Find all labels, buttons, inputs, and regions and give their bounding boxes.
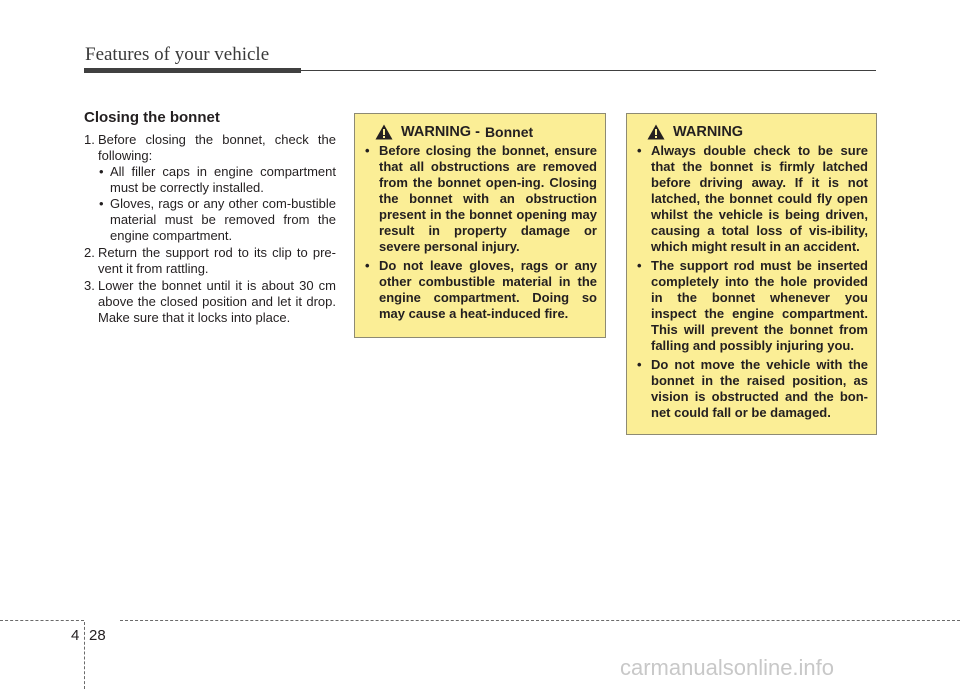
section-heading: Closing the bonnet [84, 109, 220, 126]
warning-box-bonnet [354, 113, 606, 338]
warning-box-general [626, 113, 877, 435]
page-header-title: Features of your vehicle [85, 44, 270, 65]
step-text: Before closing the bonnet, check the following: [98, 132, 336, 163]
footer-rule-left [0, 620, 84, 621]
warning-label: WARNING [673, 124, 744, 140]
footer-rule-right [120, 620, 960, 621]
warning-item-text: Always double check to be sure that the bonnet is firmly latched before driving away. If it is not latched, the bonnet could fly open whilst the vehicle is being driven, causing a total loss of vis-ibility, which might result in an accident. [651, 143, 868, 254]
step-number: 2. [84, 245, 95, 260]
sub-item [98, 196, 336, 244]
step-number: 1. [84, 132, 95, 147]
warning-item [365, 143, 597, 255]
page-number: 28 [89, 627, 106, 644]
warning-item [637, 143, 868, 255]
warning-item-text: Do not move the vehicle with the bonnet in the raised position, as vision is obstructed and the bon-net could fall or be damaged. [651, 357, 868, 420]
warning-item-text: Do not leave gloves, rags or any other combustible material in the engine compartment. Doing so may cause a heat-induced fire. [379, 258, 597, 321]
step-text: Return the support rod to its clip to pre-vent it from rattling. [98, 245, 336, 276]
chapter-number: 4 [71, 627, 80, 644]
step-item [84, 245, 336, 277]
watermark: carmanualsonline.info [620, 655, 835, 680]
footer-divider [84, 622, 85, 689]
sub-list [98, 164, 336, 244]
sub-item-text: Gloves, rags or any other com-bustible material must be removed from the engine compartment. [110, 196, 336, 243]
warning-list [637, 143, 868, 421]
step-text: Lower the bonnet until it is about 30 cm above the closed position and let it drop. Make sure that it locks into place. [98, 278, 336, 325]
warning-item [637, 357, 868, 421]
warning-item-text: Before closing the bonnet, ensure that all obstructions are removed from the bonnet open-ing. Closing the bonnet with an obstruction present in the bonnet opening may result in property damage or severe personal injury. [379, 143, 597, 254]
steps-list [84, 132, 336, 326]
warning-title [637, 124, 868, 140]
warning-triangle-icon [647, 124, 665, 140]
step-item [84, 132, 336, 244]
warning-item-text: The support rod must be inserted completely into the hole provided in the bonnet whenever you inspect the engine compartment. This will prevent the bonnet from falling and possibly injuring you. [651, 258, 868, 353]
header-rule-thin [301, 70, 876, 71]
sub-item-text: All filler caps in engine compartment must be correctly installed. [110, 164, 336, 195]
warning-triangle-icon [375, 124, 393, 140]
header-rule-thick [84, 68, 301, 73]
warning-item [637, 258, 868, 354]
warning-list [365, 143, 597, 322]
closing-bonnet-section [84, 110, 336, 327]
step-number: 3. [84, 278, 95, 293]
warning-subject: Bonnet [484, 124, 534, 140]
warning-label: WARNING - [401, 124, 480, 140]
step-item [84, 278, 336, 326]
warning-item [365, 258, 597, 322]
warning-title [365, 124, 597, 140]
sub-item [98, 164, 336, 196]
